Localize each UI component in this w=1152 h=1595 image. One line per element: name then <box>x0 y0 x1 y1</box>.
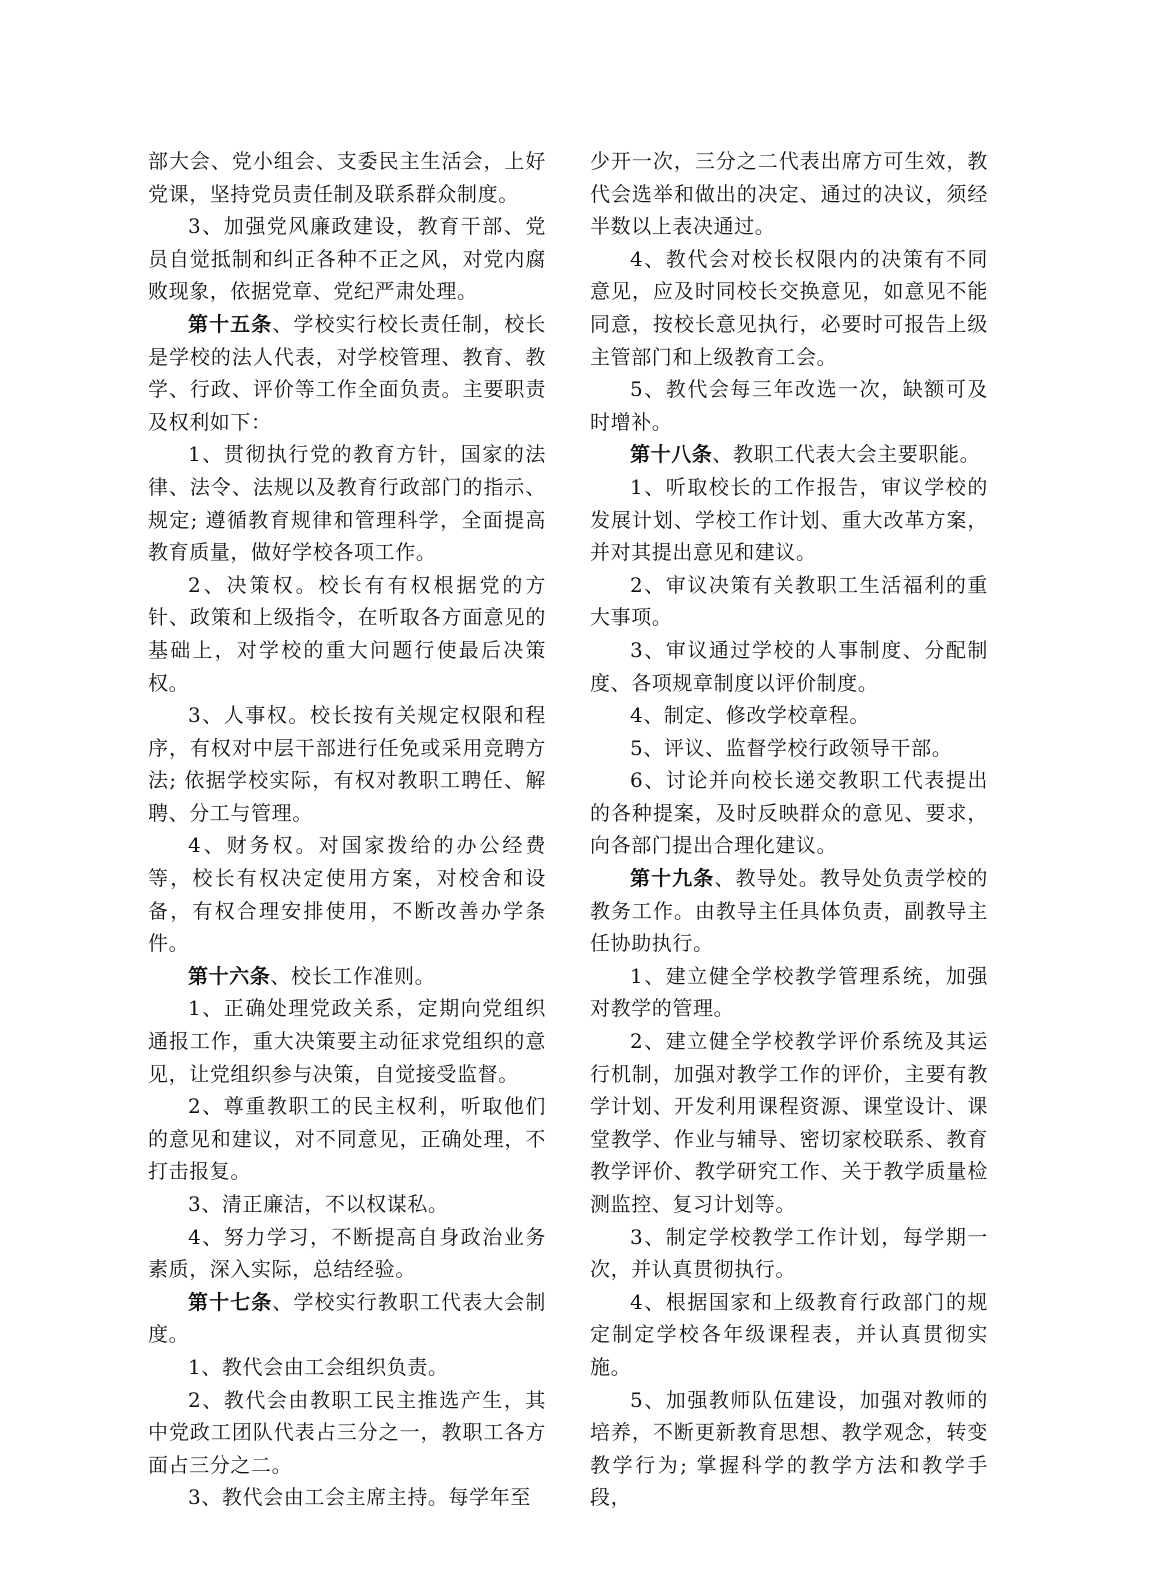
paragraph-text: 4、根据国家和上级教育行政部门的规定制定学校各年级课程表，并认真贯彻实施。 <box>590 1289 988 1379</box>
article-paragraph <box>590 438 988 471</box>
paragraph-text: 少开一次，三分之二代表出席方可生效，教代会选举和做出的决定、通过的决议，须经半数以上表决通过。 <box>590 149 988 239</box>
paragraph-text: 1、听取校长的工作报告，审议学校的发展计划、学校工作计划、重大改革方案，并对其提出意见和建议。 <box>590 474 988 565</box>
body-paragraph <box>148 438 546 568</box>
paragraph-text: 2、教代会由教职工民主推选产生，其中党政工团队代表占三分之一，教职工各方面占三分之二。 <box>148 1387 546 1477</box>
article-heading: 第十七条 <box>188 1289 273 1314</box>
paragraph-text: 1、教代会由工会组织负责。 <box>188 1354 449 1379</box>
article-paragraph <box>148 960 546 993</box>
body-paragraph <box>148 699 546 829</box>
body-paragraph <box>590 471 988 569</box>
paragraph-text: 4、财务权。对国家拨给的办公经费等，校长有权决定使用方案，对校舍和设备，有权合理安排使用，不断改善办学条件。 <box>148 833 546 956</box>
body-paragraph <box>590 764 988 862</box>
right-column <box>590 145 988 1514</box>
paragraph-text: 3、人事权。校长按有关规定权限和程序，有权对中层干部进行任免或采用竞聘方法; 依据学校实际，有权对教职工聘任、解聘、分工与管理。 <box>148 703 546 825</box>
body-paragraph <box>148 210 546 308</box>
body-paragraph <box>148 569 546 699</box>
body-paragraph <box>590 373 988 438</box>
body-paragraph <box>590 569 988 634</box>
paragraph-text: 1、正确处理党政关系，定期向党组织通报工作，重大决策要主动征求党组织的意见，让党组织参与决策，自觉接受监督。 <box>148 996 546 1086</box>
body-paragraph <box>590 699 988 732</box>
body-paragraph <box>148 1221 546 1286</box>
paragraph-text: 5、教代会每三年改选一次，缺额可及时增补。 <box>590 377 988 434</box>
article-heading: 第十六条 <box>188 963 271 988</box>
body-paragraph <box>590 634 988 699</box>
body-paragraph <box>148 1090 546 1188</box>
paragraph-text: 6、讨论并向校长递交教职工代表提出的各种提案，及时反映群众的意见、要求，向各部门提出合理化建议。 <box>590 768 988 858</box>
paragraph-text: 4、教代会对校长权限内的决策有不同意见，应及时同校长交换意见，如意见不能同意，按校长意见执行，必要时可报告上级主管部门和上级教育工会。 <box>590 246 988 369</box>
paragraph-text: 2、尊重教职工的民主权利，听取他们的意见和建议，对不同意见，正确处理，不打击报复。 <box>148 1094 546 1184</box>
paragraph-text: 3、加强党风廉政建设，教育干部、党员自觉抵制和纠正各种不正之风，对党内腐败现象，依据党章、党纪严肃处理。 <box>148 214 546 304</box>
body-paragraph <box>148 1384 546 1482</box>
body-paragraph <box>148 145 546 210</box>
paragraph-text: 1、贯彻执行党的教育方针，国家的法律、法令、法规以及教育行政部门的指示、规定; 遵循教育规律和管理科学，全面提高教育质量，做好学校各项工作。 <box>148 442 546 565</box>
article-heading: 第十八条 <box>630 442 713 467</box>
body-paragraph <box>148 829 546 959</box>
body-paragraph <box>590 243 988 373</box>
paragraph-text: 5、加强教师队伍建设，加强对教师的培养，不断更新教育思想、教学观念，转变教学行为; 掌握科学的教学方法和教学手段， <box>590 1387 988 1510</box>
body-paragraph <box>590 145 988 243</box>
body-paragraph <box>590 1221 988 1286</box>
paragraph-text: 4、努力学习，不断提高自身政治业务素质，深入实际，总结经验。 <box>148 1224 546 1282</box>
paragraph-text: 、学校实行校长责任制，校长是学校的法人代表，对学校管理、教育、教学、行政、评价等工作全面负责。主要职责及权利如下： <box>148 311 546 434</box>
paragraph-text: 3、教代会由工会主席主持。每学年至 <box>188 1485 531 1510</box>
left-column <box>148 145 546 1514</box>
paragraph-text: 4、制定、修改学校章程。 <box>630 703 870 728</box>
article-heading: 第十九条 <box>630 866 715 891</box>
article-heading: 第十五条 <box>188 311 273 336</box>
body-paragraph <box>590 732 988 765</box>
paragraph-text: 5、评议、监督学校行政领导干部。 <box>630 735 953 760</box>
paragraph-text: 、学校实行教职工代表大会制度。 <box>148 1289 546 1347</box>
body-paragraph <box>590 1286 988 1384</box>
body-paragraph <box>590 1025 988 1221</box>
paragraph-text: 、教职工代表大会主要职能。 <box>712 442 981 467</box>
body-paragraph <box>148 1188 546 1221</box>
body-paragraph <box>148 1351 546 1384</box>
paragraph-text: 3、审议通过学校的人事制度、分配制度、各项规章制度以评价制度。 <box>590 637 988 695</box>
body-paragraph <box>148 1481 546 1514</box>
body-paragraph <box>148 992 546 1090</box>
paragraph-text: 2、审议决策有关教职工生活福利的重大事项。 <box>590 572 988 630</box>
article-paragraph <box>590 862 988 960</box>
paragraph-text: 1、建立健全学校教学管理系统，加强对教学的管理。 <box>590 963 988 1021</box>
article-paragraph <box>148 308 546 438</box>
body-paragraph <box>590 1384 988 1514</box>
paragraph-text: 3、制定学校教学工作计划，每学期一次，并认真贯彻执行。 <box>590 1224 988 1282</box>
paragraph-text: 2、建立健全学校教学评价系统及其运行机制，加强对教学工作的评价，主要有教学计划、开发利用课程资源、课堂设计、课堂教学、作业与辅导、密切家校联系、教育教学评价、教学研究工作、关于教学质量检测监控、复习计划等。 <box>590 1029 988 1216</box>
article-paragraph <box>148 1286 546 1351</box>
paragraph-text: 3、清正廉洁，不以权谋私。 <box>188 1192 449 1216</box>
body-paragraph <box>590 960 988 1025</box>
paragraph-text: 2、决策权。校长有有权根据党的方针、政策和上级指令，在听取各方面意见的基础上，对学校的重大问题行使最后决策权。 <box>148 572 546 695</box>
paragraph-text: 、校长工作准则。 <box>270 963 436 988</box>
paragraph-text: 部大会、党小组会、支委民主生活会，上好党课，坚持党员责任制及联系群众制度。 <box>148 149 546 206</box>
paragraph-text: 、教导处。教导处负责学校的教务工作。由教导主任具体负责，副教导主任协助执行。 <box>590 866 988 956</box>
